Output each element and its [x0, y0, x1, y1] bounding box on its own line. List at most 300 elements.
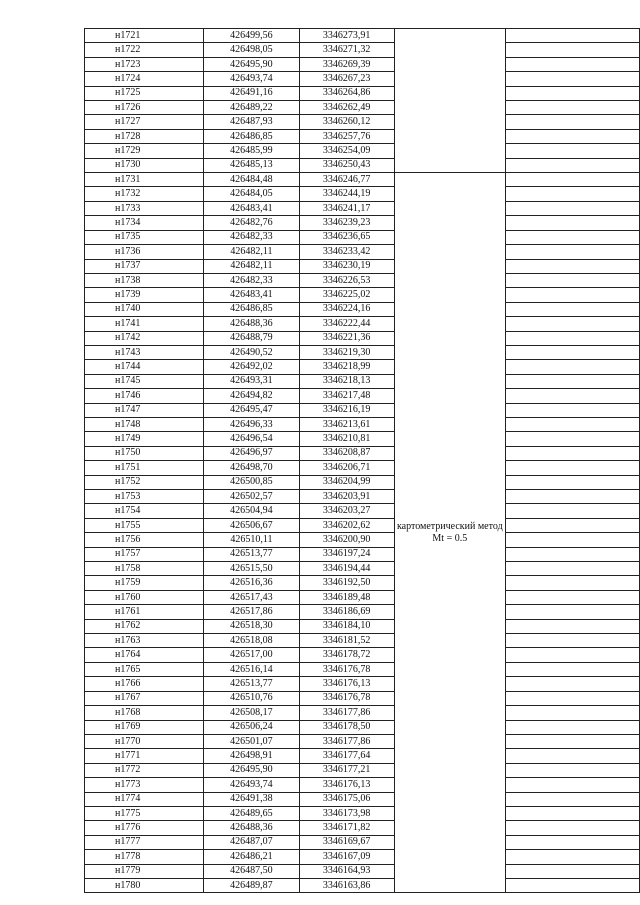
- table-row: [85, 144, 640, 158]
- empty-note-cell: [506, 288, 640, 302]
- empty-note-cell: [506, 259, 640, 273]
- method-cell: картометрический метод Mt = 0.5: [394, 173, 506, 893]
- table-row: [85, 850, 640, 864]
- x-coordinate-cell: 426495,47: [204, 403, 300, 417]
- point-name-cell: н1761: [85, 605, 204, 619]
- point-name-cell: н1748: [85, 417, 204, 431]
- y-coordinate-cell: 3346269,39: [299, 57, 394, 71]
- table-row: [85, 461, 640, 475]
- empty-note-cell: [506, 878, 640, 892]
- table-row: [85, 763, 640, 777]
- empty-note-cell: [506, 374, 640, 388]
- y-coordinate-cell: 3346273,91: [299, 29, 394, 43]
- point-name-cell: н1726: [85, 101, 204, 115]
- point-name-cell: н1776: [85, 821, 204, 835]
- table-row: [85, 29, 640, 43]
- y-coordinate-cell: 3346241,17: [299, 201, 394, 215]
- x-coordinate-cell: 426485,13: [204, 158, 300, 172]
- table-row: [85, 345, 640, 359]
- point-name-cell: н1756: [85, 533, 204, 547]
- empty-note-cell: [506, 389, 640, 403]
- x-coordinate-cell: 426484,05: [204, 187, 300, 201]
- table-row: [85, 317, 640, 331]
- empty-note-cell: [506, 461, 640, 475]
- y-coordinate-cell: 3346219,30: [299, 345, 394, 359]
- y-coordinate-cell: 3346264,86: [299, 86, 394, 100]
- table-row: [85, 72, 640, 86]
- empty-note-cell: [506, 720, 640, 734]
- x-coordinate-cell: 426491,38: [204, 792, 300, 806]
- empty-note-cell: [506, 129, 640, 143]
- point-name-cell: н1754: [85, 504, 204, 518]
- x-coordinate-cell: 426502,57: [204, 490, 300, 504]
- y-coordinate-cell: 3346203,27: [299, 504, 394, 518]
- point-name-cell: н1755: [85, 518, 204, 532]
- point-name-cell: н1772: [85, 763, 204, 777]
- point-name-cell: н1757: [85, 547, 204, 561]
- point-name-cell: н1778: [85, 850, 204, 864]
- empty-note-cell: [506, 273, 640, 287]
- x-coordinate-cell: 426488,79: [204, 331, 300, 345]
- point-name-cell: н1739: [85, 288, 204, 302]
- y-coordinate-cell: 3346175,06: [299, 792, 394, 806]
- y-coordinate-cell: 3346206,71: [299, 461, 394, 475]
- x-coordinate-cell: 426482,33: [204, 273, 300, 287]
- table-row: [85, 619, 640, 633]
- x-coordinate-cell: 426498,05: [204, 43, 300, 57]
- x-coordinate-cell: 426506,67: [204, 518, 300, 532]
- y-coordinate-cell: 3346226,53: [299, 273, 394, 287]
- y-coordinate-cell: 3346254,09: [299, 144, 394, 158]
- table-row: [85, 648, 640, 662]
- empty-note-cell: [506, 533, 640, 547]
- y-coordinate-cell: 3346197,24: [299, 547, 394, 561]
- y-coordinate-cell: 3346177,86: [299, 734, 394, 748]
- point-name-cell: н1760: [85, 590, 204, 604]
- y-coordinate-cell: 3346262,49: [299, 101, 394, 115]
- y-coordinate-cell: 3346200,90: [299, 533, 394, 547]
- y-coordinate-cell: 3346257,76: [299, 129, 394, 143]
- point-name-cell: н1763: [85, 634, 204, 648]
- table-row: [85, 677, 640, 691]
- table-row: [85, 432, 640, 446]
- y-coordinate-cell: 3346221,36: [299, 331, 394, 345]
- x-coordinate-cell: 426518,30: [204, 619, 300, 633]
- table-row: [85, 547, 640, 561]
- empty-note-cell: [506, 101, 640, 115]
- empty-note-cell: [506, 792, 640, 806]
- point-name-cell: н1752: [85, 475, 204, 489]
- y-coordinate-cell: 3346167,09: [299, 850, 394, 864]
- y-coordinate-cell: 3346178,72: [299, 648, 394, 662]
- point-name-cell: н1727: [85, 115, 204, 129]
- empty-note-cell: [506, 475, 640, 489]
- y-coordinate-cell: 3346239,23: [299, 216, 394, 230]
- table-row: [85, 43, 640, 57]
- x-coordinate-cell: 426482,33: [204, 230, 300, 244]
- x-coordinate-cell: 426499,56: [204, 29, 300, 43]
- empty-note-cell: [506, 173, 640, 187]
- table-row: [85, 173, 640, 187]
- empty-note-cell: [506, 29, 640, 43]
- empty-note-cell: [506, 734, 640, 748]
- y-coordinate-cell: 3346267,23: [299, 72, 394, 86]
- point-name-cell: н1758: [85, 562, 204, 576]
- x-coordinate-cell: 426510,11: [204, 533, 300, 547]
- table-row: [85, 129, 640, 143]
- x-coordinate-cell: 426513,77: [204, 547, 300, 561]
- x-coordinate-cell: 426487,93: [204, 115, 300, 129]
- empty-note-cell: [506, 360, 640, 374]
- x-coordinate-cell: 426487,50: [204, 864, 300, 878]
- x-coordinate-cell: 426494,82: [204, 389, 300, 403]
- table-row: [85, 403, 640, 417]
- point-name-cell: н1725: [85, 86, 204, 100]
- coordinates-table-body: [85, 29, 640, 893]
- empty-note-cell: [506, 662, 640, 676]
- point-name-cell: н1745: [85, 374, 204, 388]
- point-name-cell: н1723: [85, 57, 204, 71]
- y-coordinate-cell: 3346186,69: [299, 605, 394, 619]
- y-coordinate-cell: 3346189,48: [299, 590, 394, 604]
- point-name-cell: н1733: [85, 201, 204, 215]
- y-coordinate-cell: 3346176,13: [299, 677, 394, 691]
- method-cell-blank: [394, 29, 506, 173]
- empty-note-cell: [506, 245, 640, 259]
- point-name-cell: н1722: [85, 43, 204, 57]
- x-coordinate-cell: 426486,21: [204, 850, 300, 864]
- x-coordinate-cell: 426510,76: [204, 691, 300, 705]
- point-name-cell: н1747: [85, 403, 204, 417]
- point-name-cell: н1768: [85, 706, 204, 720]
- table-row: [85, 864, 640, 878]
- table-row: [85, 691, 640, 705]
- point-name-cell: н1738: [85, 273, 204, 287]
- empty-note-cell: [506, 706, 640, 720]
- empty-note-cell: [506, 648, 640, 662]
- table-row: [85, 562, 640, 576]
- x-coordinate-cell: 426483,41: [204, 201, 300, 215]
- table-row: [85, 389, 640, 403]
- table-row: [85, 662, 640, 676]
- x-coordinate-cell: 426500,85: [204, 475, 300, 489]
- table-row: [85, 230, 640, 244]
- x-coordinate-cell: 426517,86: [204, 605, 300, 619]
- x-coordinate-cell: 426493,31: [204, 374, 300, 388]
- y-coordinate-cell: 3346169,67: [299, 835, 394, 849]
- x-coordinate-cell: 426486,85: [204, 129, 300, 143]
- x-coordinate-cell: 426493,74: [204, 72, 300, 86]
- point-name-cell: н1762: [85, 619, 204, 633]
- point-name-cell: н1724: [85, 72, 204, 86]
- coordinates-table: [84, 28, 640, 893]
- table-row: [85, 245, 640, 259]
- table-row: [85, 576, 640, 590]
- x-coordinate-cell: 426488,36: [204, 317, 300, 331]
- point-name-cell: н1729: [85, 144, 204, 158]
- empty-note-cell: [506, 562, 640, 576]
- y-coordinate-cell: 3346176,78: [299, 691, 394, 705]
- table-row: [85, 634, 640, 648]
- point-name-cell: н1767: [85, 691, 204, 705]
- y-coordinate-cell: 3346244,19: [299, 187, 394, 201]
- empty-note-cell: [506, 201, 640, 215]
- x-coordinate-cell: 426489,65: [204, 806, 300, 820]
- empty-note-cell: [506, 576, 640, 590]
- y-coordinate-cell: 3346202,62: [299, 518, 394, 532]
- x-coordinate-cell: 426495,90: [204, 763, 300, 777]
- empty-note-cell: [506, 821, 640, 835]
- x-coordinate-cell: 426492,02: [204, 360, 300, 374]
- empty-note-cell: [506, 158, 640, 172]
- point-name-cell: н1721: [85, 29, 204, 43]
- point-name-cell: н1732: [85, 187, 204, 201]
- empty-note-cell: [506, 331, 640, 345]
- y-coordinate-cell: 3346218,13: [299, 374, 394, 388]
- point-name-cell: н1735: [85, 230, 204, 244]
- point-name-cell: н1751: [85, 461, 204, 475]
- x-coordinate-cell: 426498,91: [204, 749, 300, 763]
- x-coordinate-cell: 426517,00: [204, 648, 300, 662]
- y-coordinate-cell: 3346271,32: [299, 43, 394, 57]
- y-coordinate-cell: 3346177,21: [299, 763, 394, 777]
- table-row: [85, 288, 640, 302]
- x-coordinate-cell: 426487,07: [204, 835, 300, 849]
- table-row: [85, 792, 640, 806]
- empty-note-cell: [506, 317, 640, 331]
- y-coordinate-cell: 3346213,61: [299, 417, 394, 431]
- empty-note-cell: [506, 57, 640, 71]
- y-coordinate-cell: 3346177,64: [299, 749, 394, 763]
- point-name-cell: н1742: [85, 331, 204, 345]
- empty-note-cell: [506, 619, 640, 633]
- table-row: [85, 806, 640, 820]
- empty-note-cell: [506, 518, 640, 532]
- x-coordinate-cell: 426490,52: [204, 345, 300, 359]
- point-name-cell: н1774: [85, 792, 204, 806]
- y-coordinate-cell: 3346216,19: [299, 403, 394, 417]
- point-name-cell: н1736: [85, 245, 204, 259]
- table-row: [85, 273, 640, 287]
- point-name-cell: н1770: [85, 734, 204, 748]
- table-row: [85, 360, 640, 374]
- point-name-cell: н1731: [85, 173, 204, 187]
- point-name-cell: н1750: [85, 446, 204, 460]
- empty-note-cell: [506, 403, 640, 417]
- y-coordinate-cell: 3346194,44: [299, 562, 394, 576]
- table-row: [85, 706, 640, 720]
- empty-note-cell: [506, 864, 640, 878]
- empty-note-cell: [506, 749, 640, 763]
- x-coordinate-cell: 426486,85: [204, 302, 300, 316]
- y-coordinate-cell: 3346181,52: [299, 634, 394, 648]
- table-row: [85, 490, 640, 504]
- empty-note-cell: [506, 432, 640, 446]
- point-name-cell: н1775: [85, 806, 204, 820]
- empty-note-cell: [506, 417, 640, 431]
- table-row: [85, 835, 640, 849]
- y-coordinate-cell: 3346246,77: [299, 173, 394, 187]
- table-row: [85, 331, 640, 345]
- empty-note-cell: [506, 230, 640, 244]
- table-row: [85, 778, 640, 792]
- x-coordinate-cell: 426496,54: [204, 432, 300, 446]
- point-name-cell: н1740: [85, 302, 204, 316]
- empty-note-cell: [506, 634, 640, 648]
- table-row: [85, 590, 640, 604]
- table-row: [85, 216, 640, 230]
- empty-note-cell: [506, 187, 640, 201]
- x-coordinate-cell: 426491,16: [204, 86, 300, 100]
- x-coordinate-cell: 426516,36: [204, 576, 300, 590]
- empty-note-cell: [506, 677, 640, 691]
- point-name-cell: н1765: [85, 662, 204, 676]
- y-coordinate-cell: 3346230,19: [299, 259, 394, 273]
- point-name-cell: н1773: [85, 778, 204, 792]
- point-name-cell: н1766: [85, 677, 204, 691]
- empty-note-cell: [506, 850, 640, 864]
- y-coordinate-cell: 3346184,10: [299, 619, 394, 633]
- table-row: [85, 302, 640, 316]
- empty-note-cell: [506, 345, 640, 359]
- table-row: [85, 821, 640, 835]
- table-row: [85, 720, 640, 734]
- x-coordinate-cell: 426496,97: [204, 446, 300, 460]
- y-coordinate-cell: 3346217,48: [299, 389, 394, 403]
- y-coordinate-cell: 3346250,43: [299, 158, 394, 172]
- table-row: [85, 86, 640, 100]
- x-coordinate-cell: 426482,11: [204, 245, 300, 259]
- x-coordinate-cell: 426482,76: [204, 216, 300, 230]
- table-row: [85, 533, 640, 547]
- point-name-cell: н1743: [85, 345, 204, 359]
- point-name-cell: н1728: [85, 129, 204, 143]
- x-coordinate-cell: 426515,50: [204, 562, 300, 576]
- empty-note-cell: [506, 691, 640, 705]
- point-name-cell: н1741: [85, 317, 204, 331]
- x-coordinate-cell: 426496,33: [204, 417, 300, 431]
- y-coordinate-cell: 3346225,02: [299, 288, 394, 302]
- y-coordinate-cell: 3346192,50: [299, 576, 394, 590]
- point-name-cell: н1779: [85, 864, 204, 878]
- empty-note-cell: [506, 763, 640, 777]
- point-name-cell: н1759: [85, 576, 204, 590]
- y-coordinate-cell: 3346222,44: [299, 317, 394, 331]
- empty-note-cell: [506, 806, 640, 820]
- x-coordinate-cell: 426518,08: [204, 634, 300, 648]
- y-coordinate-cell: 3346163,86: [299, 878, 394, 892]
- y-coordinate-cell: 3346224,16: [299, 302, 394, 316]
- point-name-cell: н1730: [85, 158, 204, 172]
- point-name-cell: н1737: [85, 259, 204, 273]
- empty-note-cell: [506, 490, 640, 504]
- table-row: [85, 101, 640, 115]
- table-row: [85, 417, 640, 431]
- x-coordinate-cell: 426513,77: [204, 677, 300, 691]
- x-coordinate-cell: 426485,99: [204, 144, 300, 158]
- y-coordinate-cell: 3346176,78: [299, 662, 394, 676]
- empty-note-cell: [506, 446, 640, 460]
- table-row: [85, 115, 640, 129]
- y-coordinate-cell: 3346203,91: [299, 490, 394, 504]
- point-name-cell: н1753: [85, 490, 204, 504]
- table-row: [85, 878, 640, 892]
- empty-note-cell: [506, 778, 640, 792]
- empty-note-cell: [506, 43, 640, 57]
- y-coordinate-cell: 3346236,65: [299, 230, 394, 244]
- y-coordinate-cell: 3346176,13: [299, 778, 394, 792]
- table-row: [85, 57, 640, 71]
- point-name-cell: н1780: [85, 878, 204, 892]
- empty-note-cell: [506, 216, 640, 230]
- x-coordinate-cell: 426489,22: [204, 101, 300, 115]
- y-coordinate-cell: 3346177,86: [299, 706, 394, 720]
- x-coordinate-cell: 426489,87: [204, 878, 300, 892]
- x-coordinate-cell: 426508,17: [204, 706, 300, 720]
- point-name-cell: н1749: [85, 432, 204, 446]
- empty-note-cell: [506, 302, 640, 316]
- point-name-cell: н1771: [85, 749, 204, 763]
- y-coordinate-cell: 3346173,98: [299, 806, 394, 820]
- table-row: [85, 475, 640, 489]
- table-row: [85, 518, 640, 532]
- empty-note-cell: [506, 835, 640, 849]
- table-row: [85, 605, 640, 619]
- x-coordinate-cell: 426484,48: [204, 173, 300, 187]
- y-coordinate-cell: 3346204,99: [299, 475, 394, 489]
- point-name-cell: н1764: [85, 648, 204, 662]
- empty-note-cell: [506, 115, 640, 129]
- empty-note-cell: [506, 86, 640, 100]
- y-coordinate-cell: 3346260,12: [299, 115, 394, 129]
- point-name-cell: н1769: [85, 720, 204, 734]
- empty-note-cell: [506, 144, 640, 158]
- x-coordinate-cell: 426504,94: [204, 504, 300, 518]
- empty-note-cell: [506, 547, 640, 561]
- x-coordinate-cell: 426483,41: [204, 288, 300, 302]
- y-coordinate-cell: 3346178,50: [299, 720, 394, 734]
- x-coordinate-cell: 426517,43: [204, 590, 300, 604]
- table-row: [85, 201, 640, 215]
- table-row: [85, 446, 640, 460]
- x-coordinate-cell: 426506,24: [204, 720, 300, 734]
- table-row: [85, 734, 640, 748]
- y-coordinate-cell: 3346233,42: [299, 245, 394, 259]
- point-name-cell: н1734: [85, 216, 204, 230]
- table-row: [85, 504, 640, 518]
- y-coordinate-cell: 3346218,99: [299, 360, 394, 374]
- x-coordinate-cell: 426516,14: [204, 662, 300, 676]
- y-coordinate-cell: 3346210,81: [299, 432, 394, 446]
- point-name-cell: н1777: [85, 835, 204, 849]
- x-coordinate-cell: 426498,70: [204, 461, 300, 475]
- table-row: [85, 187, 640, 201]
- empty-note-cell: [506, 504, 640, 518]
- x-coordinate-cell: 426495,90: [204, 57, 300, 71]
- table-row: [85, 259, 640, 273]
- x-coordinate-cell: 426501,07: [204, 734, 300, 748]
- y-coordinate-cell: 3346164,93: [299, 864, 394, 878]
- empty-note-cell: [506, 72, 640, 86]
- empty-note-cell: [506, 590, 640, 604]
- table-row: [85, 749, 640, 763]
- x-coordinate-cell: 426482,11: [204, 259, 300, 273]
- table-row: [85, 374, 640, 388]
- point-name-cell: н1744: [85, 360, 204, 374]
- empty-note-cell: [506, 605, 640, 619]
- x-coordinate-cell: 426488,36: [204, 821, 300, 835]
- y-coordinate-cell: 3346208,87: [299, 446, 394, 460]
